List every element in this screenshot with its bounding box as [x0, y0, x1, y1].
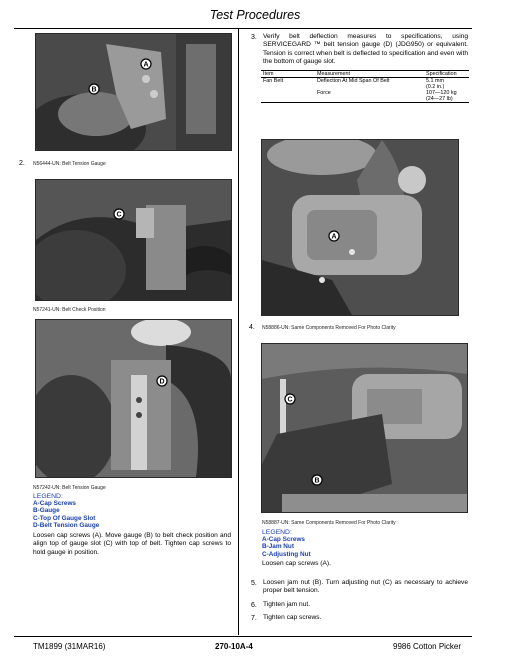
table-cell: (0.2 in.): [426, 84, 445, 90]
photo-gauge-closeup: [35, 33, 232, 151]
table-header: Specification: [426, 71, 457, 77]
callout-b: [89, 84, 99, 94]
legend-item: B-Gauge: [33, 507, 60, 515]
table-cell: Fan Belt: [263, 78, 284, 84]
table-cell: 5.1 mm: [426, 78, 444, 84]
figure-caption: N57242-UN: Belt Tension Gauge: [33, 485, 106, 491]
photo-adjuster-caps: [261, 139, 459, 316]
step5-text: Loosen jam nut (B). Turn adjusting nut (C) as necessary to achieve proper belt tension.: [263, 579, 468, 595]
callout-c: [114, 209, 124, 219]
table-header: Item: [263, 71, 274, 77]
legend-item: A-Cap Screws: [262, 536, 305, 543]
footer-manual-id: TM1899 (31MAR16): [33, 642, 106, 651]
step6-text: Tighten jam nut.: [263, 601, 311, 608]
svg-text:A: A: [143, 61, 149, 69]
step6-number: 6.: [251, 602, 257, 609]
figure-caption: N58886-UN: Same Components Removed For Photo Clarity: [262, 325, 396, 331]
legend-item: C-Adjusting Nut: [262, 550, 311, 558]
figure-caption: N57241-UN: Belt Check Position: [33, 307, 106, 313]
svg-text:D: D: [159, 378, 165, 386]
footer-page-number: 270-10A-4: [215, 642, 253, 651]
callout-a: [141, 59, 151, 69]
column-divider: [238, 29, 239, 635]
legend-item: C-Top Of Gauge Slot: [33, 514, 96, 522]
step7-number: 7.: [251, 615, 257, 622]
table-cell: Deflection At Mid Span Of Belt: [317, 78, 390, 84]
legend-right: [262, 529, 311, 558]
table-cell: 107—120 kg: [426, 90, 457, 96]
table-cell: (24—27 lb): [426, 96, 453, 102]
legend-item: A-Cap Screws: [33, 500, 76, 507]
footer-rule: [14, 636, 472, 637]
svg-text:A: A: [331, 233, 337, 241]
legend-title: LEGEND:: [262, 529, 292, 536]
svg-text:B: B: [91, 86, 97, 94]
procedure-paragraph: Loosen cap screws (A). Move gauge (B) to belt check position and align top of gauge slot (C) with top of belt. Tighten cap screws to hold gauge in position.: [33, 532, 231, 556]
table-row: [261, 90, 469, 103]
callout-b: [312, 475, 322, 485]
legend-title: LEGEND:: [33, 493, 63, 500]
table-cell: Force: [317, 90, 331, 96]
table-cell: [261, 90, 315, 103]
step3-number: 3.: [251, 34, 257, 41]
header-rule: [14, 28, 472, 29]
callout-c: [285, 394, 295, 404]
legend-left: [33, 493, 99, 530]
figure-caption: N58887-UN: Same Components Removed For Photo Clarity: [262, 520, 396, 526]
step4-number: 4.: [249, 324, 255, 331]
legend-item: D-Belt Tension Gauge: [33, 522, 100, 530]
page-header-title: Test Procedures: [209, 8, 301, 22]
callout-a: [329, 231, 339, 241]
loosen-cap-screws-text: Loosen cap screws (A).: [262, 560, 331, 567]
svg-text:C: C: [287, 396, 293, 404]
photo-belt-check-position: [35, 319, 232, 478]
svg-text:B: B: [314, 477, 320, 485]
footer-product: 9986 Cotton Picker: [393, 642, 462, 651]
figure-caption: N56444-UN: Belt Tension Gauge: [33, 161, 106, 167]
photo-jam-nut-adjuster: [261, 343, 468, 513]
spec-table: [261, 70, 469, 103]
photo-belt-tension-gauge: [35, 179, 232, 301]
step3-text: Verify belt deflection measures to specifications, using SERVICEGARD ™ belt tension gauge (D) (JDG950) or equivalent. Tension is correct when belt is deflected to specification and even with the bottom of gauge slot.: [263, 33, 468, 66]
svg-text:C: C: [116, 211, 122, 219]
table-row: [261, 78, 469, 90]
callout-d: [157, 376, 167, 386]
step7-text: Tighten cap screws.: [263, 614, 322, 621]
step2-number: 2.: [19, 160, 25, 167]
step5-number: 5.: [251, 580, 257, 587]
table-header: Measurement: [317, 71, 350, 77]
legend-item: B-Jam Nut: [262, 543, 294, 551]
